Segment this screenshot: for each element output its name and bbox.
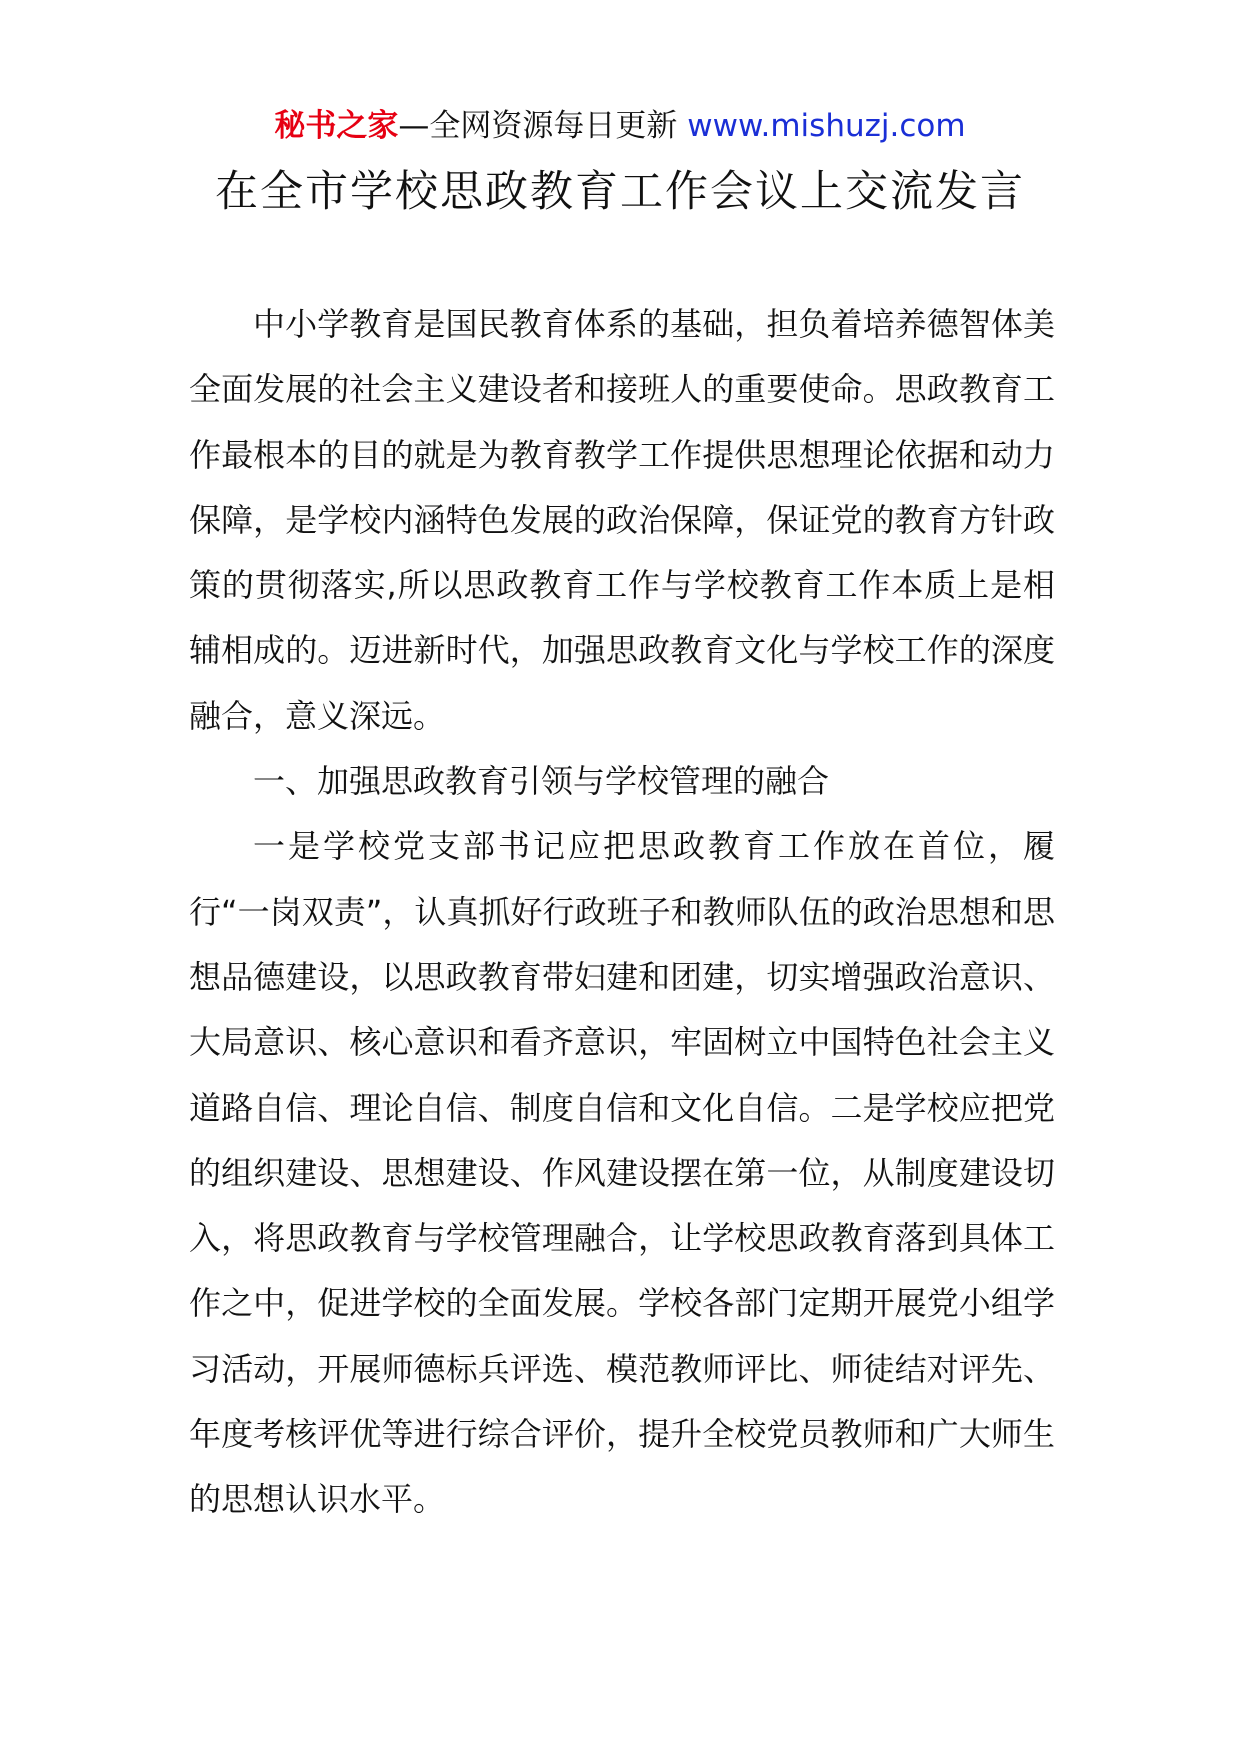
body-paragraph-section-1: 一是学校党支部书记应把思政教育工作放在首位，履行“一岗双责”，认真抓好行政班子和教师队伍的政治思想和思想品德建设，以思政教育带妇建和团建，切实增强政治意识、大局意识、核心意识和看齐意识，牢固树立中国特色社会主义道路自信、理论自信、制度自信和文化自信。二是学校应把党的组织建设、思想建设、作风建设摆在第一位，从制度建设切入，将思政教育与学校管理融合，让学校思政教育落到具体工作之中，促进学校的全面发展。学校各部门定期开展党小组学习活动，开展师德标兵评选、模范教师评比、师徒结对评先、年度考核评优等进行综合评价，提升全校党员教师和广大师生的思想认识水平。 <box>189 827 1055 1519</box>
document-title: 在全市学校思政教育工作会议上交流发言 <box>215 167 1025 217</box>
section-heading-1: 一、加强思政教育引领与学校管理的融合 <box>253 762 830 801</box>
site-url-link[interactable]: www.mishuzj.com <box>687 108 966 144</box>
site-slogan: —全网资源每日更新 <box>398 108 678 144</box>
body-paragraph-intro: 中小学教育是国民教育体系的基础，担负着培养德智体美全面发展的社会主义建设者和接班人的重要使命。思政教育工作最根本的目的就是为教育教学工作提供思想理论依据和动力保障，是学校内涵特色发展的政治保障，保证党的教育方针政策的贯彻落实,所以思政教育工作与学校教育工作本质上是相辅相成的。迈进新时代，加强思政教育文化与学校工作的深度融合，意义深远。 <box>189 305 1055 735</box>
document-body <box>189 292 1055 1533</box>
site-brand: 秘书之家 <box>274 108 399 144</box>
site-header <box>0 104 1240 148</box>
